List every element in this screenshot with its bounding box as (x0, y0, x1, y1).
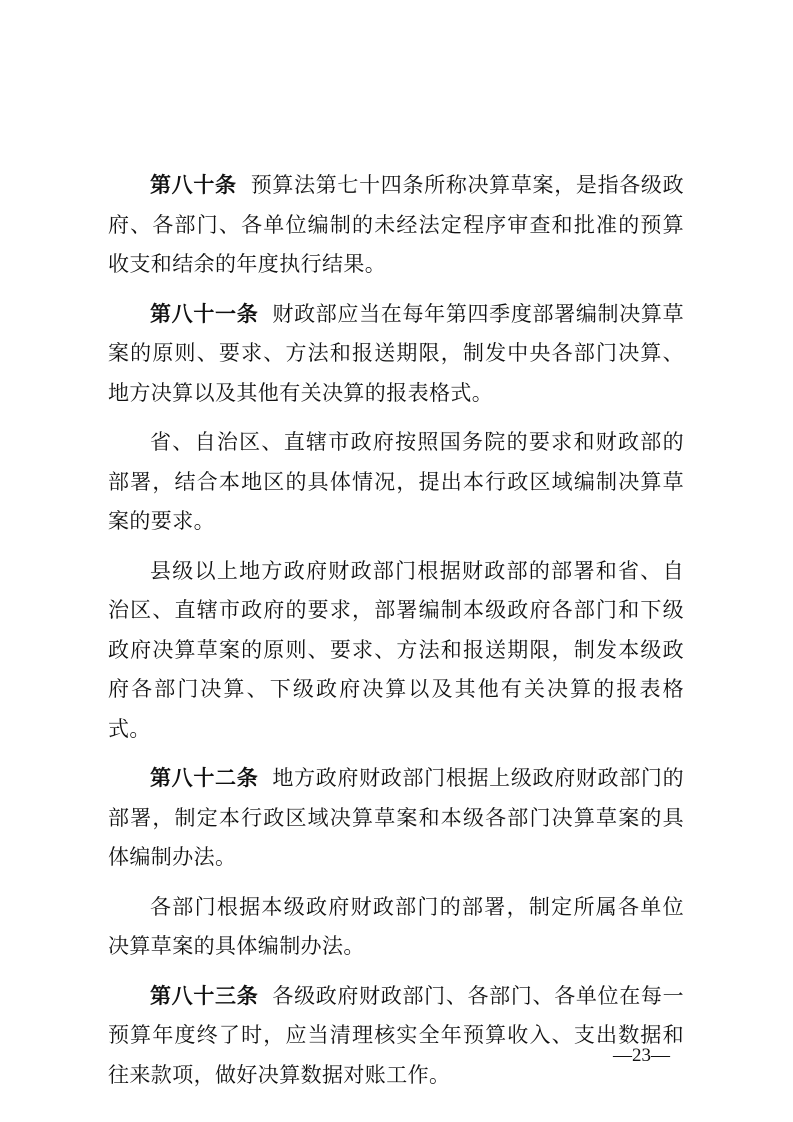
article-81-clause-2 (108, 423, 684, 542)
article-text: 各级政府财政部门、各部门、各单位在每一预算年度终了时，应当清理核实全年预算收入、支出数据和往来款项，做好决算数据对账工作。 (108, 983, 684, 1087)
article-83-paragraph (108, 977, 684, 1096)
article-82-paragraph (108, 759, 684, 878)
article-81-paragraph (108, 295, 684, 414)
article-text: 地方政府财政部门根据上级政府财政部门的部署，制定本行政区域决算草案和本级各部门决算草案的具体编制办法。 (108, 766, 684, 869)
article-heading: 第八十二条 (150, 766, 259, 790)
page-number: —23— (613, 1045, 670, 1066)
article-heading: 第八十三条 (150, 983, 259, 1008)
article-82-clause-2 (108, 888, 684, 967)
document-body (108, 166, 684, 1105)
article-text: 预算法第七十四条所称决算草案，是指各级政府、各部门、各单位编制的未经法定程序审查和批准的预算收支和结余的年度执行结果。 (108, 173, 684, 276)
article-text: 县级以上地方政府财政部门根据财政部的部署和省、自治区、直辖市政府的要求，部署编制本级政府各部门和下级政府决算草案的原则、要求、方法和报送期限，制发本级政府各部门决算、下级政府决算以及其他有关决算的报表格式。 (108, 558, 684, 741)
article-heading: 第八十一条 (150, 301, 259, 326)
article-text: 财政部应当在每年第四季度部署编制决算草案的原则、要求、方法和报送期限，制发中央各部门决算、地方决算以及其他有关决算的报表格式。 (108, 301, 684, 405)
article-heading: 第八十条 (150, 173, 237, 197)
article-81-clause-3 (108, 552, 684, 750)
article-text: 省、自治区、直辖市政府按照国务院的要求和财政部的部署，结合本地区的具体情况，提出本行政区域编制决算草案的要求。 (108, 430, 684, 533)
article-text: 各部门根据本级政府财政部门的部署，制定所属各单位决算草案的具体编制办法。 (108, 894, 684, 958)
article-80-paragraph (108, 166, 684, 285)
